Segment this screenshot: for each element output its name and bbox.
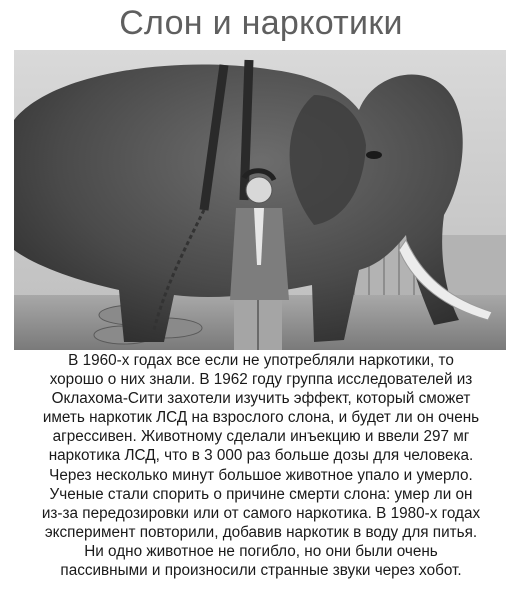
caption-line: Оклахома-Сити захотели изучить эффект, который сможет xyxy=(51,390,471,408)
page-title: Слон и наркотики xyxy=(119,4,403,42)
caption-line: пассивными и произносили странные звуки через хобот. xyxy=(60,562,462,580)
caption-line: хорошо о них знали. В 1962 году группа исследователей из xyxy=(49,371,473,389)
caption-line: Через несколько минут большое животное упало и умерло. xyxy=(49,466,473,484)
caption-text xyxy=(28,351,494,580)
elephant-photo xyxy=(14,50,506,350)
caption-line: Ученые стали спорить о причине смерти слона: умер ли он xyxy=(49,485,473,503)
caption-line: эксперимент повторили, добавив наркотик в воду для питья. xyxy=(44,523,478,541)
caption-line: из-за передозировки или от самого наркотика. В 1980-х годах xyxy=(41,504,481,522)
caption-line: агрессивен. Животному сделали инъекцию и ввели 297 мг xyxy=(52,428,470,446)
caption-line: наркотика ЛСД, что в 3 000 раз больше дозы для человека. xyxy=(48,447,474,465)
caption-line: Ни одно животное не погибло, но они были очень xyxy=(84,542,438,560)
caption-line: иметь наркотик ЛСД на взрослого слона, и будет ли он очень xyxy=(42,409,480,427)
caption-line: В 1960-х годах все если не употребляли наркотики, то xyxy=(68,352,454,369)
